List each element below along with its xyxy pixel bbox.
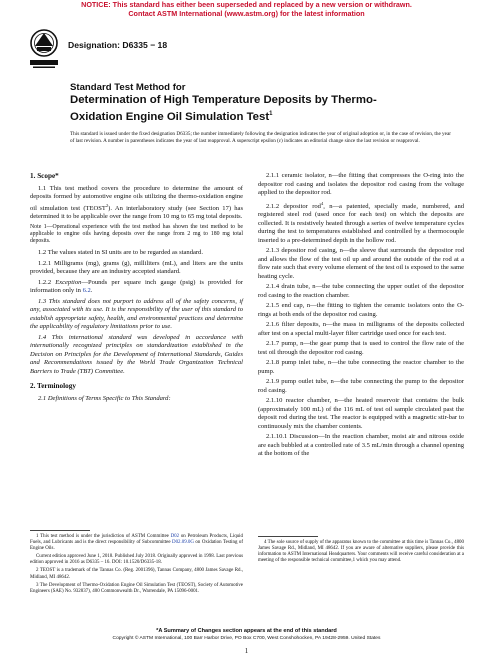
footnotes-left bbox=[30, 534, 243, 597]
withdrawn-notice bbox=[0, 1, 493, 18]
def-2-1-1: 2.1.1 ceramic isolator, n—the fitting that compresses the O-ring into the depositor rod casing and isolates the depositor rod casing from the voltage applied to the depositor rod. bbox=[258, 172, 464, 196]
def-2-1-9: 2.1.9 pump outlet tube, n—the tube connecting the pump to the depositor rod casing. bbox=[258, 378, 464, 394]
para-1-1: 1.1 This test method covers the procedure to determine the amount of deposits formed by automotive engine oils utilizing the thermo-oxidation engine oil simulation test (TEOST$^2$). An interlaboratory study (see Section 17) has determined it to be applicable over the range from 10 mg to 65 mg total deposits. bbox=[30, 184, 243, 221]
notice-line-1: NOTICE: This standard has either been superseded and replaced by a new version or withdrawn. bbox=[81, 0, 412, 9]
footnote-3: 3 The Development of Thermo-Oxidation Engine Oil Simulation Test (TEOST), Society of Automotive Engineers (SAE) No. 932837), 400 Commonwealth Dr., Warrendale, PA 15096-0001. bbox=[30, 582, 243, 594]
astm-logo bbox=[28, 28, 60, 70]
para-1-3: 1.3 This standard does not purport to address all of the safety concerns, if any, associated with its use. It is the responsibility of the user of this standard to establish appropriate safety, health, and environmental practices and determine the applicability of regulatory limitations prior to use. bbox=[30, 297, 243, 331]
title-line-1: Standard Test Method for bbox=[70, 82, 186, 93]
def-2-1-4: 2.1.4 drain tube, n—the tube connecting the upper outlet of the depositor rod casing to the reaction chamber. bbox=[258, 283, 464, 299]
def-2-1-3: 2.1.3 depositor rod casing, n—the sleeve that surrounds the depositor rod and allows the flow of the test oil up and around the outside of the rod at a flow rate such that every volume element of the test oil is exposed to the same heating cycle. bbox=[258, 247, 464, 280]
def-2-1-10: 2.1.10 reactor chamber, n—the heated reservoir that contains the bulk (approximately 100 mL) of the 116 mL of test oil sample circulated past the deposit rod during the test. The reactor is equipped with a magnetic stir-bar to continuously mix the chamber contents. bbox=[258, 397, 464, 430]
committee-link-d02[interactable]: D02 bbox=[170, 534, 180, 539]
summary-of-changes-note: *A Summary of Changes section appears at the end of this standard bbox=[156, 628, 337, 634]
def-2-1-6: 2.1.6 filter deposits, n—the mass in milligrams of the deposits collected after test on a special multi-layer filter cartridge used once for each test. bbox=[258, 321, 464, 337]
notice-line-2: Contact ASTM International (www.astm.org) for the latest information bbox=[128, 8, 365, 18]
def-2-1-2: 2.1.2 depositor rod$^4$, n—a patented, specially made, numbered, and registered steel rod (used once for each test) on which the deposits are collected. It is resistively heated through a series of twelve temperature cycles during the test to temperatures established and controlled by a thermocouple inserted to a pre-determined depth in the hollow rod. bbox=[258, 200, 464, 244]
designation: Designation: D6335 − 18 bbox=[68, 40, 168, 50]
footnotes-right bbox=[258, 540, 464, 566]
page-number: 1 bbox=[244, 647, 249, 655]
terminology-heading: 2. Terminology bbox=[30, 382, 76, 391]
scope-heading: 1. Scope* bbox=[30, 172, 59, 180]
footnote-1-edition: Current edition approved June 1, 2018. Published July 2018. Originally approved in 1998. Last previous edition approved in 2016 as D6335 – 16. DOI: 10.1520/D6335-18. bbox=[30, 554, 243, 566]
def-2-1-10-1: 2.1.10.1 Discussion—In the reaction chamber, moist air and nitrous oxide are each bubbled at a controlled rate of 3.5 mL/min through a channel opening at the bottom of the bbox=[258, 433, 464, 458]
copyright-line: Copyright © ASTM International, 100 Barr Harbor Drive, PO Box C700, West Conshohocken, PA 19428-2959. United States bbox=[112, 636, 381, 641]
para-1-4: 1.4 This international standard was developed in accordance with internationally recognized principles on standardization established in the Decision on Principles for the Development of International Standards, Guides and Recommendations issued by the World Trade Organization Technical Barriers to Trade (TBT) Committee. bbox=[30, 333, 243, 375]
def-2-1-5: 2.1.5 end cap, n—the fitting to tighten the ceramic isolators onto the O-rings at both ends of the depositor rod casing. bbox=[258, 302, 464, 318]
left-column bbox=[30, 172, 243, 405]
subcommittee-link[interactable]: D02.09.0G bbox=[172, 540, 194, 546]
footnote-1: 1 This test method is under the jurisdiction of ASTM Committee D02 on Petroleum Products, Liquid Fuels, and Lubricants and is the direct responsibility of Subcommittee D02.09.0G on Oxidation Testing of Engine Oils. bbox=[30, 534, 243, 552]
footnote-rule-left bbox=[30, 530, 90, 531]
footnote-2: 2 TEOST is a trademark of the Tannas Co. (Reg. 2001396), Tannas Company, 4800 James Savage Rd., Midland, MI 48642. bbox=[30, 568, 243, 580]
title-line-3: Oxidation Engine Oil Simulation Test$^1$ bbox=[70, 110, 273, 123]
para-2-1: 2.1 Definitions of Terms Specific to This Standard: bbox=[38, 394, 171, 402]
document-title bbox=[70, 82, 450, 124]
title-line-2: Determination of High Temperature Deposits by Thermo- bbox=[70, 94, 377, 106]
footnote-rule-right bbox=[258, 536, 318, 537]
para-1-2-2: 1.2.2 Exception—Pounds per square inch gauge (psig) is provided for information only in 6.2. bbox=[30, 278, 243, 295]
right-column bbox=[258, 172, 464, 461]
footnote-4: 4 The sole source of supply of the apparatus known to the committee at this time is Tannas Co., 4800 James Savage Rd., Midland, MI 48642. If you are aware of alternative suppliers, please provide this information to ASTM International Headquarters. Your comments will receive careful consideration at a meeting of the responsible technical committee,1 which you may attend. bbox=[258, 540, 464, 564]
issuance-statement: This standard is issued under the fixed designation D6335; the number immediately following the designation indicates the year of original adoption or, in the case of revision, the year of last revision. A number in parentheses indicates the year of last reapproval. A superscript epsilon (ε) indicates an editorial change since the last revision or reapproval. bbox=[70, 131, 451, 144]
section-link-6-2[interactable]: 6.2 bbox=[82, 287, 91, 295]
def-2-1-7: 2.1.7 pump, n—the gear pump that is used to control the flow rate of the test oil through the depositor rod casing. bbox=[258, 340, 464, 356]
def-2-1-8: 2.1.8 pump inlet tube, n—the tube connecting the reactor chamber to the pump. bbox=[258, 359, 464, 375]
note-1: Note 1—Operational experience with the test method has shown the test method to be applicable to engine oils having deposits over the range from 2 mg to 180 mg total deposits. bbox=[30, 223, 243, 245]
para-1-2-1: 1.2.1 Milligrams (mg), grams (g), milliliters (mL), and liters are the units provided, because they are an industry accepted standard. bbox=[30, 259, 243, 276]
para-1-2: 1.2 The values stated in SI units are to be regarded as standard. bbox=[38, 249, 203, 257]
